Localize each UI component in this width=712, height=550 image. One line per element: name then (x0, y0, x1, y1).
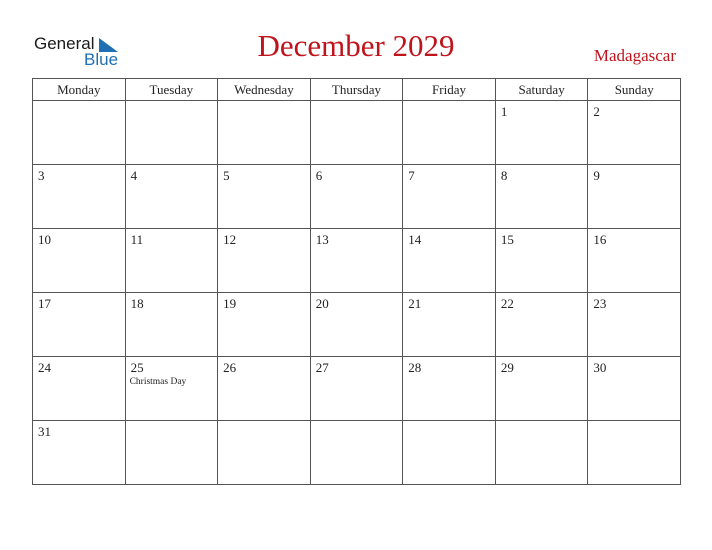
day-cell (403, 229, 496, 293)
week-row (33, 165, 681, 229)
day-cell (403, 421, 496, 485)
country-label: Madagascar (593, 46, 676, 65)
day-cell (125, 101, 218, 165)
day-cell (310, 357, 403, 421)
day-cell (495, 293, 588, 357)
day-number: 16 (593, 232, 607, 247)
weekday-thursday: Thursday (310, 79, 403, 101)
day-cell (125, 357, 218, 421)
day-number: 9 (593, 168, 600, 183)
logo-text-general: General (34, 34, 95, 53)
calendar-grid (32, 78, 681, 485)
day-cell (33, 165, 126, 229)
day-cell (125, 421, 218, 485)
day-cell (125, 165, 218, 229)
day-number: 2 (593, 104, 600, 119)
week-row (33, 421, 681, 485)
day-number: 7 (408, 168, 415, 183)
day-number: 1 (500, 104, 508, 119)
day-cell (125, 229, 218, 293)
day-number: 15 (500, 232, 514, 247)
weekday-friday: Friday (403, 79, 496, 101)
day-cell (588, 229, 681, 293)
week-row (33, 357, 681, 421)
day-number: 20 (315, 296, 329, 311)
day-cell (495, 101, 588, 165)
weekday-wednesday: Wednesday (218, 79, 311, 101)
day-cell (218, 165, 311, 229)
day-number: 25 (130, 360, 144, 375)
weekday-sunday: Sunday (588, 79, 681, 101)
day-number: 27 (315, 360, 329, 375)
day-cell (218, 357, 311, 421)
week-row (33, 293, 681, 357)
day-number: 21 (408, 296, 422, 311)
day-number: 26 (223, 360, 237, 375)
day-number: 22 (500, 296, 514, 311)
week-row (33, 101, 681, 165)
weekday-header-row (33, 79, 681, 101)
day-cell (495, 421, 588, 485)
day-cell (588, 357, 681, 421)
day-number: 18 (130, 296, 144, 311)
day-cell (218, 229, 311, 293)
day-number: 29 (500, 360, 514, 375)
day-cell (310, 229, 403, 293)
day-cell (218, 421, 311, 485)
day-cell (33, 421, 126, 485)
day-cell (310, 165, 403, 229)
day-number: 11 (130, 232, 144, 247)
day-cell (310, 101, 403, 165)
day-cell (218, 101, 311, 165)
day-cell (403, 293, 496, 357)
day-cell (495, 229, 588, 293)
weekday-saturday: Saturday (495, 79, 588, 101)
day-number: 12 (223, 232, 237, 247)
day-cell (403, 357, 496, 421)
logo-text-blue: Blue (84, 50, 119, 69)
day-number: 10 (38, 232, 51, 247)
day-cell (33, 101, 126, 165)
day-number: 24 (38, 360, 51, 375)
day-number: 17 (38, 296, 51, 311)
week-row (33, 229, 681, 293)
day-number: 6 (315, 168, 323, 183)
day-cell (33, 229, 126, 293)
day-cell (495, 357, 588, 421)
day-cell (588, 165, 681, 229)
day-cell (495, 165, 588, 229)
day-number: 13 (315, 232, 329, 247)
day-cell (310, 421, 403, 485)
day-number: 23 (593, 296, 607, 311)
day-number: 3 (38, 168, 45, 183)
day-number: 30 (593, 360, 607, 375)
day-number: 14 (408, 232, 422, 247)
day-cell (588, 101, 681, 165)
day-cell (310, 293, 403, 357)
day-cell (33, 293, 126, 357)
day-number: 28 (408, 360, 422, 375)
weekday-tuesday: Tuesday (125, 79, 218, 101)
day-cell (588, 421, 681, 485)
day-cell (588, 293, 681, 357)
day-number: 8 (500, 168, 508, 183)
day-number: 4 (130, 168, 138, 183)
weekday-monday: Monday (33, 79, 126, 101)
day-cell (125, 293, 218, 357)
day-number: 31 (38, 424, 51, 439)
calendar-title: December 2029 (257, 28, 455, 63)
day-cell (403, 165, 496, 229)
day-cell (33, 357, 126, 421)
day-cell (218, 293, 311, 357)
day-cell (403, 101, 496, 165)
day-number: 19 (223, 296, 237, 311)
holiday-label: Christmas Day (129, 377, 187, 387)
day-number: 5 (223, 168, 230, 183)
